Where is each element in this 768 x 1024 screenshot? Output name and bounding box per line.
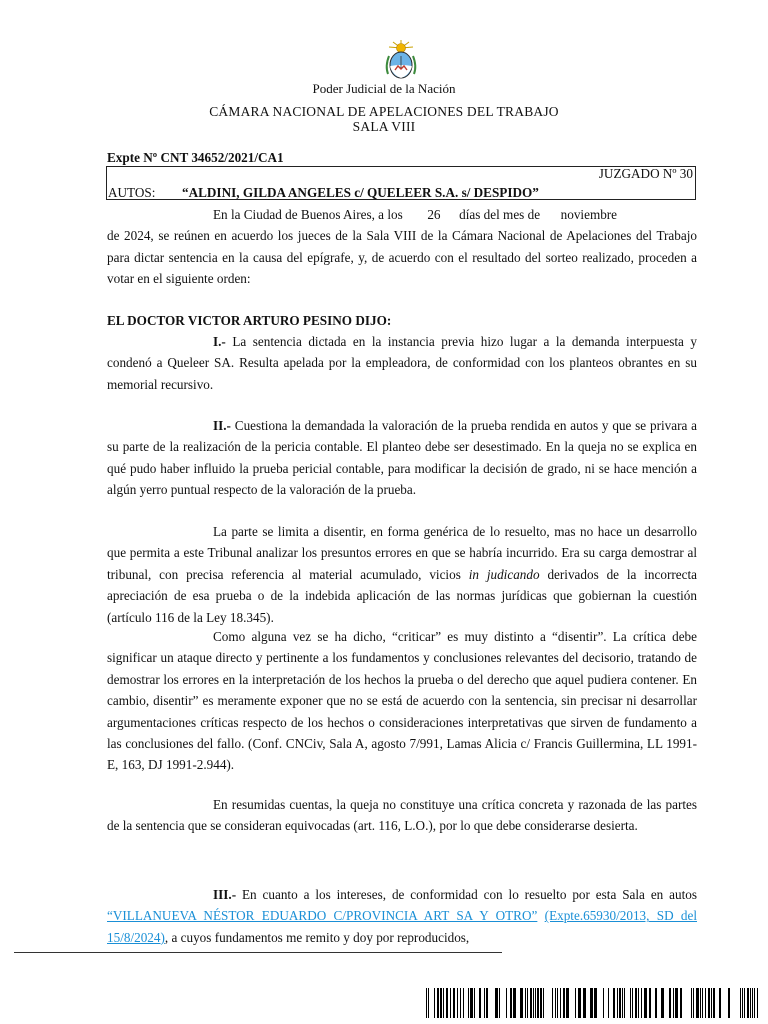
case-number: Expte Nº CNT 34652/2021/CA1 [107, 150, 284, 165]
section-2b-text: La parte se limita a disentir, en forma genérica de lo resuelto, mas no hace un desarrollo que permita a este Tribunal analizar los presuntos errores en que se habría incurrido. Era su carga demostrar al tribunal, con precisa referencia al material acumulado, vicios [107, 524, 697, 582]
opening-text-3: de 2024, se reúnen en acuerdo los jueces de la Sala VIII de la Cámara Nacional de Apelaciones del Trabajo para dictar sentencia en la causa del epígrafe, y, de acuerdo con el resultado del sorteo realizado, proceden a votar en el siguiente orden: [107, 228, 697, 287]
section-1 [107, 331, 697, 395]
autos-label: AUTOS: [108, 185, 156, 200]
case-link-expte[interactable]: (Expte.65930/2013, SD del 15/8/2024) [107, 908, 698, 945]
section-2b-text-end: derivados de la incorrecta apreciación de esa prueba o de la indebida aplicación de las normas jurídicas que gobiernan la cuestión (artículo 116 de la Ley 18.345). [107, 566, 697, 625]
section-3-number: III.- [213, 887, 237, 902]
section-3 [107, 884, 697, 948]
judge-heading: EL DOCTOR VICTOR ARTURO PESINO DIJO: [107, 313, 392, 328]
section-3-text: En cuanto a los intereses, de conformidad con lo resuelto por esta Sala en autos [236, 887, 697, 902]
case-title: “ALDINI, GILDA ANGELES c/ QUELEER S.A. s/ DESPIDO” [182, 185, 539, 200]
case-link-villanueva[interactable]: “VILLANUEVA NÉSTOR EDUARDO C/PROVINCIA ART SA Y OTRO” [107, 908, 538, 924]
section-3-text-end: , a cuyos fundamentos me remito y doy por reproducidos, [164, 929, 470, 945]
chamber-room: SALA VIII [352, 119, 416, 134]
opening-month: noviembre [560, 207, 618, 222]
court-name: Poder Judicial de la Nación [312, 81, 456, 96]
section-2 [107, 415, 697, 501]
section-2-paragraph-d: En resumidas cuentas, la queja no constituye una crítica concreta y razonada de las partes de la sentencia que se consideran equivocadas (art. 116, L.O.), por lo que debe considerarse desierta. [107, 797, 697, 834]
opening-day: 26 [427, 207, 441, 222]
opening-text-1: En la Ciudad de Buenos Aires, a los [213, 207, 403, 222]
section-2-number: II.- [213, 418, 231, 433]
section-2-text: Cuestiona la demandada la valoración de la prueba rendida en autos y que se privara a su parte de la realización de la pericia contable. El planteo debe ser desestimado. En la queja no se explica en qué pudo haber influido la prueba pericial contable, para modificar la decisión de grado, ni se hace mención a algún yerro puntual respecto de la valoración de la prueba. [107, 418, 697, 498]
section-2-paragraph-c: Como alguna vez se ha dicho, “criticar” es muy distinto a “disentir”. La crítica debe significar un ataque directo y pertinente a los fundamentos y conclusiones relevantes del decisorio, tratando de demostrar los errores en la interpretación de los hechos la prueba o del derecho que aquel pudiera contener. En cambio, disentir” es meramente exponer que no se está de acuerdo con la sentencia, sin precisar ni desarrollar argumentaciones críticas respecto de los hechos o consideraciones interpretativas que sirven de fundamento a las conclusiones del fallo. (Conf. CNCiv, Sala A, agosto 7/991, Lamas Alicia c/ Francis Guillermina, LL 1991-E, 163, DJ 1991-2.944). [107, 629, 697, 773]
opening-paragraph [107, 204, 697, 290]
case-caption-box [106, 166, 696, 200]
footer-rule [14, 952, 502, 953]
section-2-paragraph-b [107, 521, 697, 628]
chamber-name: CÁMARA NACIONAL DE APELACIONES DEL TRABAJO [209, 104, 559, 119]
coat-of-arms-icon [383, 38, 419, 82]
section-1-number: I.- [213, 334, 226, 349]
section-2b-italic: in judicando [468, 566, 540, 582]
opening-text-2: días del mes de [459, 207, 541, 222]
barcode-icon [426, 988, 766, 1018]
section-1-text: La sentencia dictada en la instancia previa hizo lugar a la demanda interpuesta y condenó a Queleer SA. Resulta apelada por la empleadora, de conformidad con los planteos obrantes en su memorial recursivo. [107, 334, 697, 392]
court-number: JUZGADO Nº 30 [598, 166, 693, 181]
